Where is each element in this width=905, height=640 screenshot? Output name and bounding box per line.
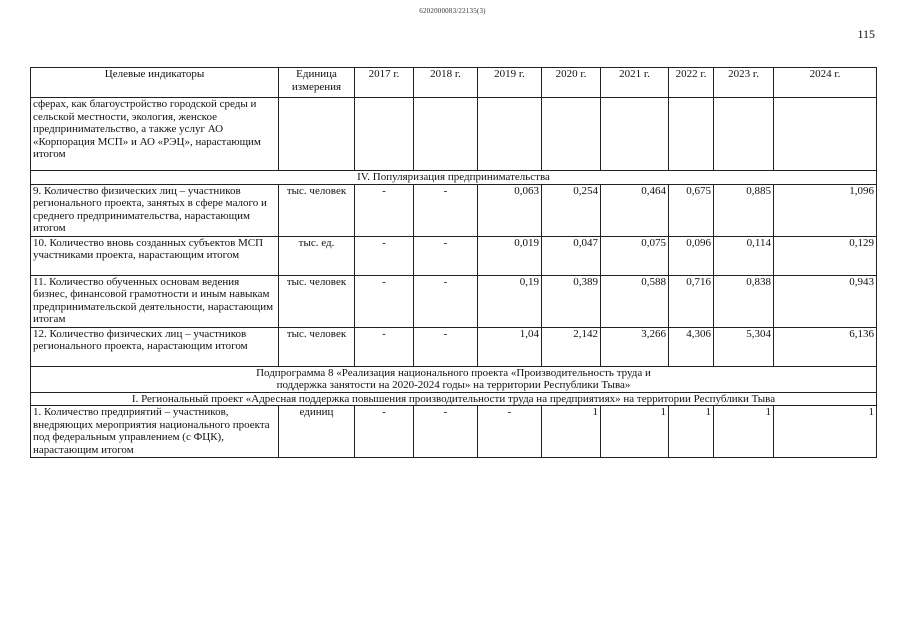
value-2024: 6,136 <box>774 327 877 366</box>
table-header-row <box>31 68 877 98</box>
section-row <box>31 392 877 406</box>
project-i-title: I. Региональный проект «Адресная поддержка повышения производительности труда на предприятиях» на территории Республики Тыва <box>31 392 877 406</box>
value-2021: 0,464 <box>601 184 669 236</box>
table-row <box>31 275 877 327</box>
value-2024: 0,129 <box>774 236 877 275</box>
value-2020: 0,047 <box>542 236 601 275</box>
indicator-name: 12. Количество физических лиц – участников регионального проекта, нарастающим итогом <box>31 327 279 366</box>
value-2018: - <box>414 275 478 327</box>
header-2018: 2018 г. <box>414 68 478 98</box>
indicator-unit: тыс. ед. <box>279 236 355 275</box>
table-row <box>31 327 877 366</box>
value-2019: - <box>478 406 542 458</box>
header-2017: 2017 г. <box>355 68 414 98</box>
header-2020: 2020 г. <box>542 68 601 98</box>
indicator-unit: тыс. человек <box>279 275 355 327</box>
value-2022: 0,096 <box>669 236 714 275</box>
value-2018: - <box>414 184 478 236</box>
value-2017: - <box>355 236 414 275</box>
section-row <box>31 171 877 185</box>
document-id: 6202000083/22135(3) <box>419 7 486 15</box>
value-2019: 0,19 <box>478 275 542 327</box>
indicators-table <box>30 67 877 458</box>
table-row <box>31 98 877 171</box>
value-2017: - <box>355 275 414 327</box>
value-2023: 0,885 <box>714 184 774 236</box>
continuation-cell: сферах, как благоустройство городской среды и сельской местности, экология, женское предпринимательство, а также услуг АО «Корпорация МСП» и АО «РЭЦ», нарастающим итогом <box>31 98 279 171</box>
value-2023: 5,304 <box>714 327 774 366</box>
value-2020: 2,142 <box>542 327 601 366</box>
subprogram-8-line-2: поддержка занятости на 2020-2024 годы» на территории Республики Тыва» <box>276 379 631 391</box>
header-2022: 2022 г. <box>669 68 714 98</box>
value-2023: 1 <box>714 406 774 458</box>
value-2021: 1 <box>601 406 669 458</box>
value-2021: 3,266 <box>601 327 669 366</box>
value-2024: 1 <box>774 406 877 458</box>
value-2020: 1 <box>542 406 601 458</box>
header-indicators: Целевые индикаторы <box>31 68 279 98</box>
value-2023: 0,114 <box>714 236 774 275</box>
value-2024: 0,943 <box>774 275 877 327</box>
indicator-name: 11. Количество обученных основам ведения бизнес, финансовой грамотности и иным навыкам предпринимательской деятельности, нарастающим итогам <box>31 275 279 327</box>
indicator-name: 10. Количество вновь созданных субъектов МСП участниками проекта, нарастающим итогом <box>31 236 279 275</box>
value-2017: - <box>355 184 414 236</box>
header-unit: Единица измерения <box>279 68 355 98</box>
value-2024: 1,096 <box>774 184 877 236</box>
indicator-name: 1. Количество предприятий – участников, внедряющих мероприятия национального проекта под федеральным управлением (с ФЦК), нарастающим итогом <box>31 406 279 458</box>
value-2020: 0,254 <box>542 184 601 236</box>
value-2021: 0,075 <box>601 236 669 275</box>
value-2022: 0,716 <box>669 275 714 327</box>
value-2020: 0,389 <box>542 275 601 327</box>
header-2023: 2023 г. <box>714 68 774 98</box>
value-2019: 0,063 <box>478 184 542 236</box>
value-2021: 0,588 <box>601 275 669 327</box>
indicator-name: 9. Количество физических лиц – участников регионального проекта, занятых в сфере малого и среднего предпринимательства, нарастающим итогом <box>31 184 279 236</box>
section-iv-title: IV. Популяризация предпринимательства <box>31 171 877 185</box>
value-2022: 1 <box>669 406 714 458</box>
value-2017: - <box>355 327 414 366</box>
subprogram-8-title <box>31 366 877 392</box>
value-2019: 1,04 <box>478 327 542 366</box>
subprogram-8-line-1: Подпрограмма 8 «Реализация национального проекта «Производительность труда и <box>256 366 651 379</box>
indicator-unit: единиц <box>279 406 355 458</box>
table-row <box>31 236 877 275</box>
header-2024: 2024 г. <box>774 68 877 98</box>
section-row <box>31 366 877 392</box>
table-row <box>31 184 877 236</box>
value-2018: - <box>414 406 478 458</box>
value-2017: - <box>355 406 414 458</box>
value-2018: - <box>414 327 478 366</box>
table-row <box>31 406 877 458</box>
value-2018: - <box>414 236 478 275</box>
value-2023: 0,838 <box>714 275 774 327</box>
header-2021: 2021 г. <box>601 68 669 98</box>
value-2022: 0,675 <box>669 184 714 236</box>
indicator-unit: тыс. человек <box>279 327 355 366</box>
indicator-unit: тыс. человек <box>279 184 355 236</box>
header-2019: 2019 г. <box>478 68 542 98</box>
page-number: 115 <box>857 27 875 41</box>
value-2019: 0,019 <box>478 236 542 275</box>
value-2022: 4,306 <box>669 327 714 366</box>
